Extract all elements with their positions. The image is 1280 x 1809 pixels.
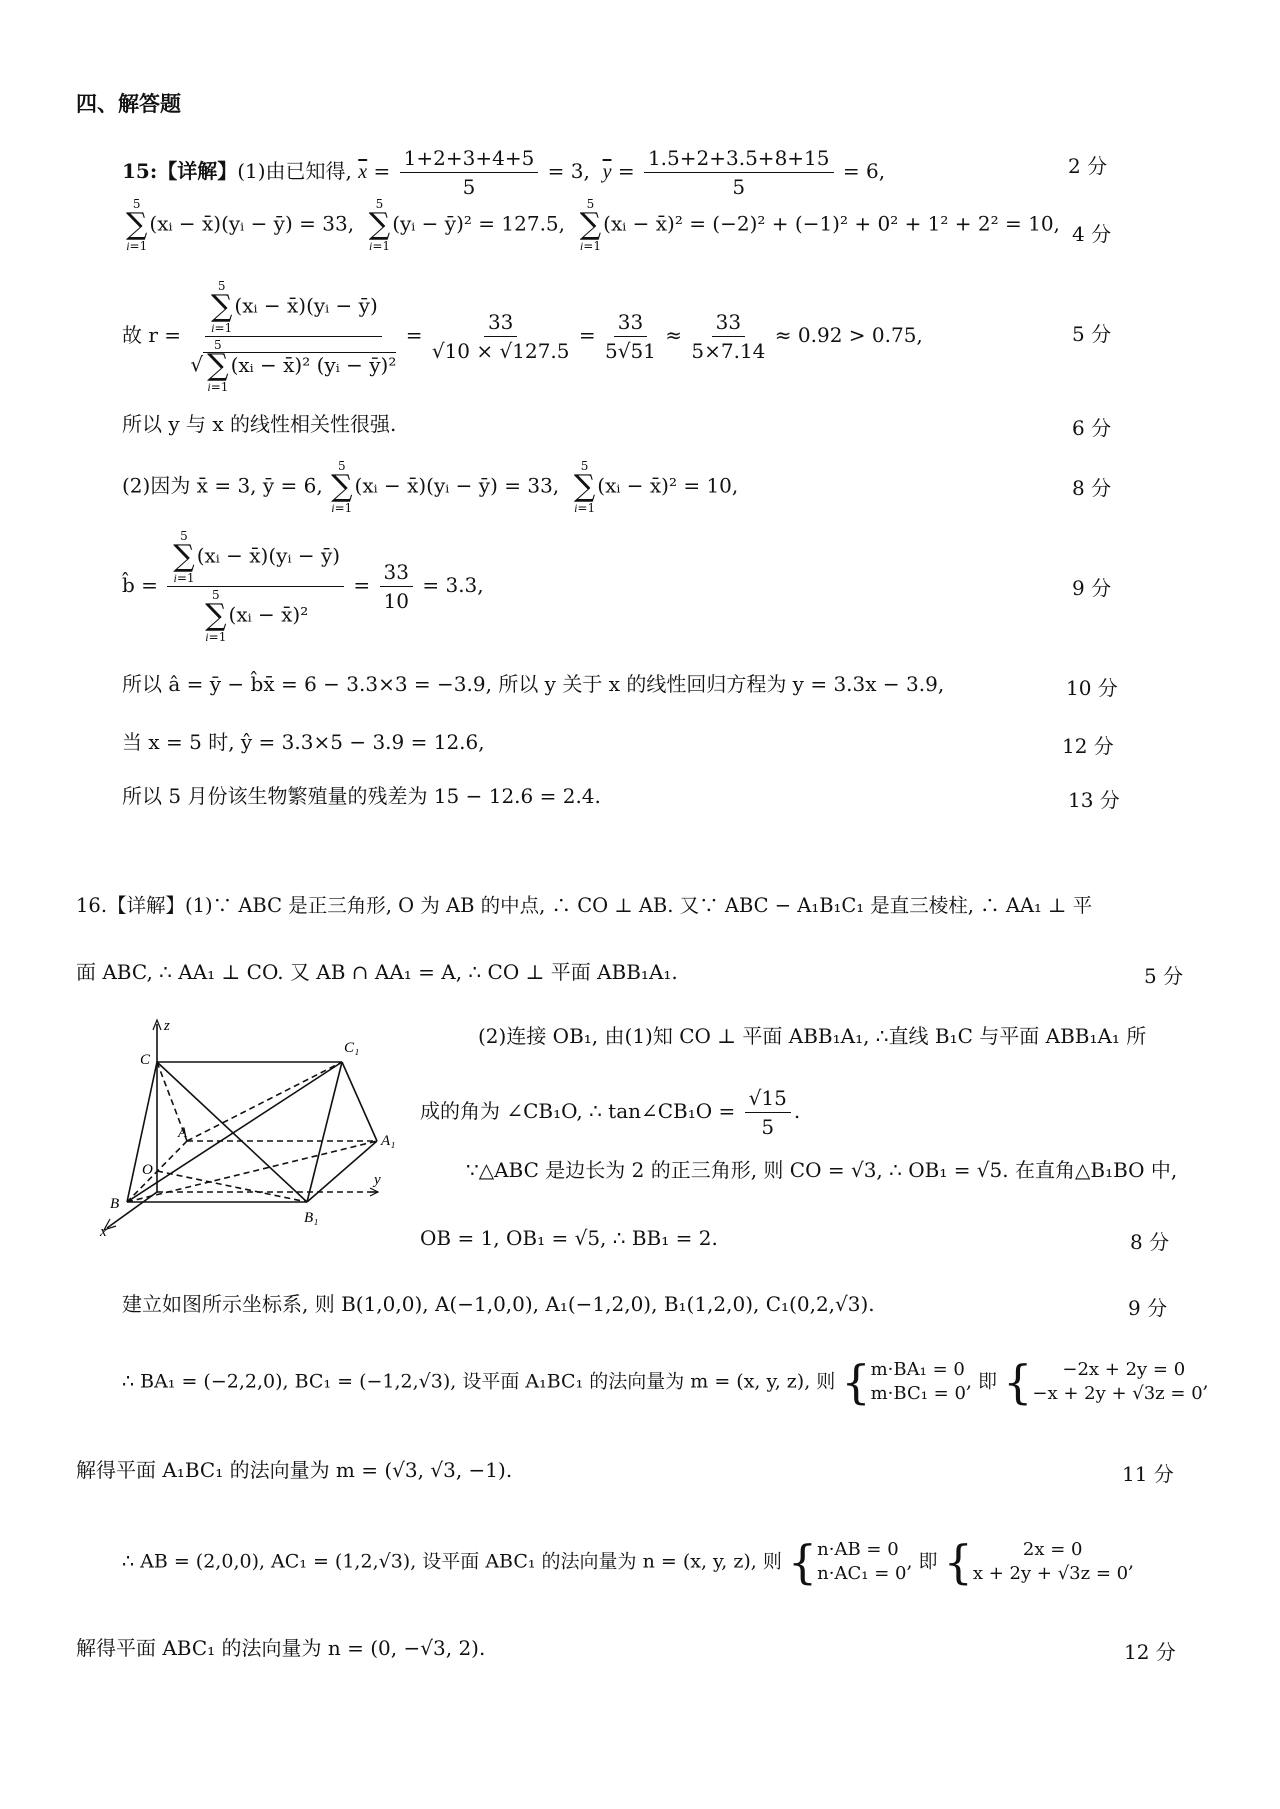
q16-vec-line1: ∴ BA₁ = (−2,2,0), BC₁ = (−1,2,√3), 设平面 A₁BC₁ 的法向量为 m = (x, y, z), 则 { m·BA₁ = 0 m·BC₁ = 0 , 即 { −2x + 2y = 0 −x + 2y + √3z = 0 , — [122, 1355, 1209, 1410]
q15-part2-line: (2)因为 x̄ = 3, ȳ = 6, 5 ∑ i=1 (xᵢ − x̄)(yᵢ − ȳ) = 33, 5 ∑ i=1 (xᵢ − x̄)² = 10, — [122, 459, 739, 515]
r-main-fraction: 5 ∑ i=1 (xᵢ − x̄)(yᵢ − ȳ) √ 5 ∑ i=1 (xᵢ − x̄)² (yᵢ − ȳ)² — [190, 279, 397, 394]
q15-score-4: 6 分 — [1072, 416, 1112, 440]
q15-label: 15:【详解】 — [122, 159, 238, 183]
q15-r-line: 故 r = 5 ∑ i=1 (xᵢ − x̄)(yᵢ − ȳ) √ 5 ∑ i=1 (xᵢ − x̄)² (yᵢ − ȳ)² = $\frac{33}{√10 \times √127.5}$ = $\frac{33}{5√51}$ ≈ $\frac{33}{5\times 7.14}$ ≈ 0.92 > 0.75, — [122, 279, 923, 394]
edge-B-C1 — [127, 1062, 342, 1202]
ybar-fraction: $\frac{1.5+2+3.5+8+15}{5}$ — [644, 146, 834, 199]
label-A: A — [178, 1125, 188, 1141]
q15-score-2: 4 分 — [1072, 222, 1112, 246]
q16-score-1: 5 分 — [1144, 964, 1184, 988]
prism-figure — [82, 1016, 427, 1238]
q15-line1: 15:【详解】(1)由已知得, $\overline{x}$ = $\frac{1+2+3+4+5}{5}$ = 3, $\overline{y}$ = $\frac{1.5+2+3.5+8+15}{5}$ = 6, — [122, 146, 886, 199]
label-O: O — [142, 1162, 153, 1178]
q15-sums-line: 5 ∑ i=1 (xᵢ − x̄)(yᵢ − ȳ) = 33, 5 ∑ i=1 (yᵢ − ȳ)² = 127.5, 5 ∑ i=1 (xᵢ − x̄)² = (−2)² + (−1)² + 0² + 1² + 2² = 10, — [126, 197, 1060, 253]
q15-ahat-line: 所以 â = ȳ − b̂x̄ = 6 − 3.3×3 = −3.9, 所以 y 关于 x 的线性回归方程为 y = 3.3x − 3.9, — [122, 672, 945, 696]
label-A1: A₁ — [381, 1133, 396, 1149]
system-1-left: { m·BA₁ = 0 m·BC₁ = 0 — [841, 1355, 966, 1410]
system-2-left: { n·AB = 0 n·AC₁ = 0 — [787, 1535, 907, 1590]
q15-score-9: 13 分 — [1068, 788, 1120, 812]
label-y: y — [374, 1172, 381, 1188]
edge-O-B1 — [157, 1171, 307, 1202]
bhat-fraction: 5 ∑ i=1 (xᵢ − x̄)(yᵢ − ȳ) 5 ∑ i=1 (xᵢ − x̄)² — [167, 530, 344, 643]
label-x: x — [100, 1224, 107, 1238]
q16-score-2: 8 分 — [1130, 1230, 1170, 1254]
edge-C1-B1 — [307, 1062, 342, 1202]
q16-score-3: 9 分 — [1128, 1296, 1168, 1320]
q15-score-7: 10 分 — [1066, 676, 1118, 700]
q15-score-3: 5 分 — [1072, 322, 1112, 346]
label-C: C — [140, 1052, 151, 1068]
q15-residual-line: 所以 5 月份该生物繁殖量的残差为 15 − 12.6 = 2.4. — [122, 784, 601, 808]
q16-p2-line2: 成的角为 ∠CB₁O, ∴ tan∠CB₁O = $\frac{√15}{5}$ . — [420, 1086, 801, 1139]
q16-p2-line4: OB = 1, OB₁ = √5, ∴ BB₁ = 2. — [420, 1226, 718, 1250]
q16-normal1: 解得平面 A₁BC₁ 的法向量为 m = (√3, √3, −1). — [76, 1458, 513, 1482]
q16-line2: 面 ABC, ∴ AA₁ ⊥ CO. 又 AB ∩ AA₁ = A, ∴ CO ⊥ 平面 ABB₁A₁. — [76, 960, 678, 984]
label-C1: C₁ — [344, 1040, 360, 1056]
q15-score-1: 2 分 — [1068, 154, 1108, 178]
system-1-right: { −2x + 2y = 0 −x + 2y + √3z = 0 — [1003, 1355, 1203, 1410]
q15-score-6: 9 分 — [1072, 576, 1112, 600]
q15-part1-intro: (1)由已知得, — [237, 159, 352, 183]
edge-C-B — [127, 1062, 157, 1202]
q15-prediction-line: 当 x = 5 时, ŷ = 3.3×5 − 3.9 = 12.6, — [122, 730, 485, 754]
q16-coords-line: 建立如图所示坐标系, 则 B(1,0,0), A(−1,0,0), A₁(−1,2,0), B₁(1,2,0), C₁(0,2,√3). — [122, 1292, 875, 1316]
q16-line1: 16.【详解】(1)∵ ABC 是正三角形, O 为 AB 的中点, ∴ CO ⊥ AB. 又∵ ABC − A₁B₁C₁ 是直三棱柱, ∴ AA₁ ⊥ 平 — [76, 894, 1093, 917]
label-B: B — [110, 1196, 120, 1212]
q15-conclusion: 所以 y 与 x 的线性相关性很强. — [122, 412, 397, 436]
q16-score-4: 11 分 — [1122, 1462, 1174, 1486]
edge-C1-A1 — [342, 1062, 377, 1141]
xbar-fraction: $\frac{1+2+3+4+5}{5}$ — [400, 146, 539, 199]
q15-score-8: 12 分 — [1062, 734, 1114, 758]
edge-A-C1 — [187, 1062, 342, 1141]
label-B1: B₁ — [304, 1210, 319, 1226]
q15-score-5: 8 分 — [1072, 476, 1112, 500]
label-z: z — [164, 1018, 170, 1034]
q16-p2-line1: (2)连接 OB₁, 由(1)知 CO ⊥ 平面 ABB₁A₁, ∴直线 B₁C 与平面 ABB₁A₁ 所 — [478, 1024, 1147, 1048]
q16-p2-line3: ∵△ABC 是边长为 2 的正三角形, 则 CO = √3, ∴ OB₁ = √5. 在直角△B₁BO 中, — [466, 1158, 1178, 1182]
section-title: 四、解答题 — [76, 92, 181, 116]
q16-score-5: 12 分 — [1124, 1640, 1176, 1664]
system-2-right: { 2x = 0 x + 2y + √3z = 0 — [943, 1535, 1129, 1590]
q16-vec-line2: ∴ AB = (2,0,0), AC₁ = (1,2,√3), 设平面 ABC₁ 的法向量为 n = (x, y, z), 则 { n·AB = 0 n·AC₁ = 0 , 即 { 2x = 0 x + 2y + √3z = 0 , — [122, 1535, 1135, 1590]
q16-normal2: 解得平面 ABC₁ 的法向量为 n = (0, −√3, 2). — [76, 1636, 486, 1660]
q15-bhat-line: b̂ = 5 ∑ i=1 (xᵢ − x̄)(yᵢ − ȳ) 5 ∑ i=1 (xᵢ − x̄)² = $\frac{33}{10}$ = 3.3, — [122, 529, 484, 644]
